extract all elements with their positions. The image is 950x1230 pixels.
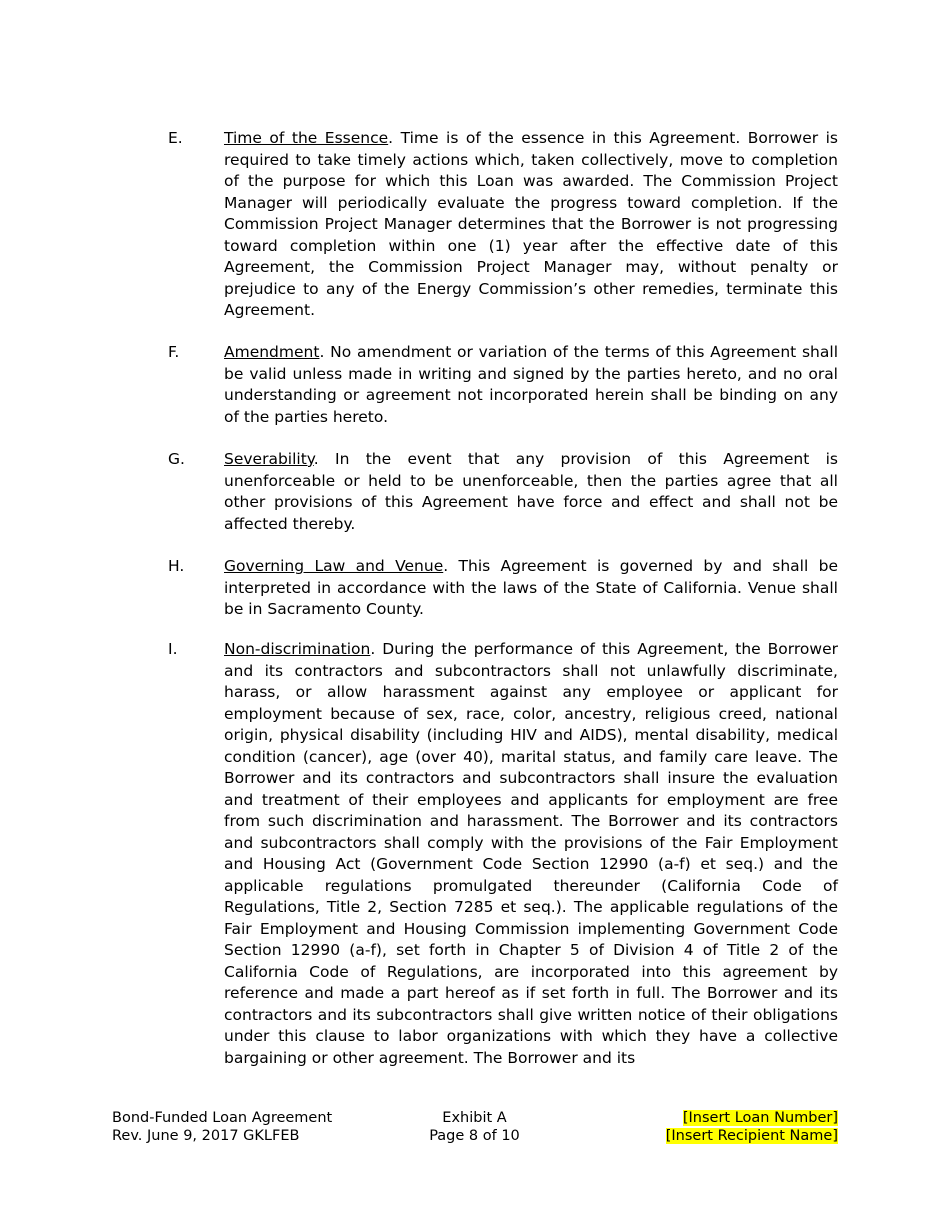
section-text: . This Agreement is governed by and shall be interpreted in accordance with the laws of the State of California. Venue shall be in Sacramento County. (224, 557, 839, 618)
section-letter: G. (168, 450, 185, 468)
footer-document-title: Bond-Funded Loan Agreement (112, 1110, 333, 1126)
section-heading: Severability (224, 450, 314, 468)
section-text: . No amendment or variation of the terms of this Agreement shall be valid unless made in writing and signed by the parties hereto, and no oral understanding or agreement not incorporated herein shall be binding on any of the parties hereto. (224, 343, 838, 426)
section-body (224, 556, 838, 621)
section-e (168, 128, 838, 322)
section-f (168, 342, 838, 428)
section-text: . In the event that any provision of this Agreement is unenforceable or held to be unenforceable, then the parties agree that all other provisions of this Agreement have force and effect and shall not be affected thereby. (224, 450, 838, 533)
section-heading: Time of the Essence (224, 129, 389, 147)
section-letter: I. (168, 640, 178, 658)
section-text: . During the performance of this Agreement, the Borrower and its contractors and subcontractors shall not unlawfully discriminate, harass, or allow harassment against any employee or applicant for employment because of sex, race, color, ancestry, religious creed, national origin, physical disability (including HIV and AIDS), mental disability, medical condition (cancer), age (over 40), marital status, and family care leave. The Borrower and its contractors and subcontractors shall insure the evaluation and treatment of their employees and applicants for employment are free from such discrimination and harassment. The Borrower and its contractors and subcontractors shall comply with the provisions of the Fair Employment and Housing Act (Government Code Section 12990 (a-f) et seq.) and the applicable regulations promulgated thereunder (California Code of Regulations, Title 2, Section 7285 et seq.). The applicable regulations of the Fair Employment and Housing Commission implementing Government Code Section 12990 (a-f), set forth in Chapter 5 of Division 4 of Title 2 of the California Code of Regulations, are incorporated into this agreement by reference and made a part hereof as if set forth in full. The Borrower and its contractors and its subcontractors shall give written notice of their obligations under this clause to labor organizations with which they have a collective bargaining or other agreement. The Borrower and its (224, 640, 838, 1067)
footer-left (112, 1109, 332, 1145)
footer-loan-number-placeholder: [Insert Loan Number] (682, 1110, 838, 1126)
section-heading: Governing Law and Venue (224, 557, 444, 575)
section-letter: E. (168, 129, 183, 147)
section-letter: F. (168, 343, 180, 361)
footer-right (666, 1109, 838, 1145)
section-body (224, 639, 838, 1069)
footer-page-number: Page 8 of 10 (429, 1128, 520, 1144)
section-text: . Time is of the essence in this Agreement. Borrower is required to take timely actions which, taken collectively, move to completion of the purpose for which this Loan was awarded. The Commission Project Manager will periodically evaluate the progress toward completion. If the Commission Project Manager determines that the Borrower is not progressing toward completion within one (1) year after the effective date of this Agreement, the Commission Project Manager may, without penalty or prejudice to any of the Energy Commission’s other remedies, terminate this Agreement. (224, 129, 838, 319)
section-heading: Amendment (224, 343, 320, 361)
footer-recipient-name-placeholder: [Insert Recipient Name] (665, 1128, 838, 1144)
section-heading: Non-discrimination (224, 640, 371, 658)
section-body (224, 342, 838, 428)
section-h (168, 556, 838, 621)
footer-exhibit: Exhibit A (442, 1110, 507, 1126)
section-body (224, 449, 838, 535)
section-i (168, 639, 838, 1069)
section-letter: H. (168, 557, 185, 575)
section-g (168, 449, 838, 535)
section-body (224, 128, 838, 322)
footer-revision: Rev. June 9, 2017 GKLFEB (112, 1128, 300, 1144)
footer-center (362, 1109, 587, 1145)
